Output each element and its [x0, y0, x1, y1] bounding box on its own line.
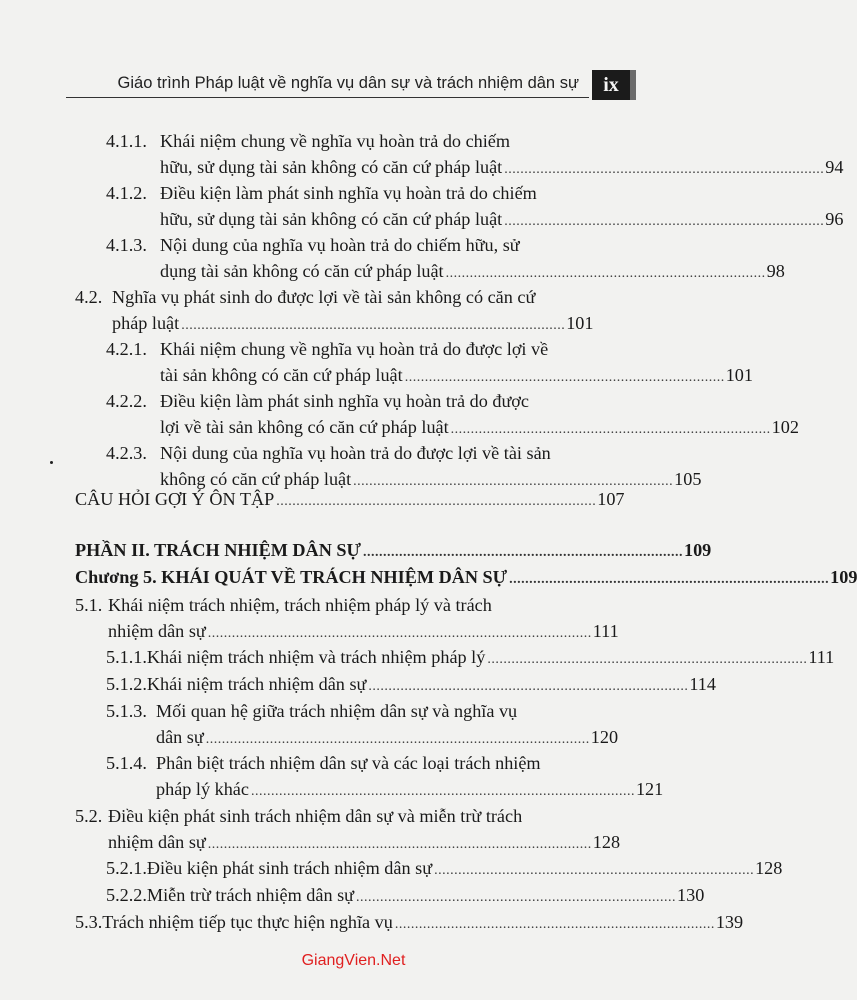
toc-entry-title-cont: hữu, sử dụng tài sản không có căn cứ pháp luật	[160, 157, 503, 177]
toc-entry-page: 120	[590, 727, 619, 747]
toc-entry-4-1-1[interactable]	[106, 128, 844, 183]
leader-dots: ................................................................................	[504, 214, 825, 229]
toc-entry-page: 109	[683, 540, 712, 560]
toc-entry-title: Điều kiện làm phát sinh nghĩa vụ hoàn trả do được	[160, 391, 529, 411]
leader-dots: ................................................................................	[434, 863, 755, 878]
leader-dots: ................................................................................	[450, 422, 771, 437]
toc-entry-5-1-1[interactable]	[106, 644, 835, 673]
leader-dots: ................................................................................	[404, 370, 725, 385]
leader-dots: ................................................................................	[353, 474, 674, 489]
leader-dots: ................................................................................................	[250, 784, 635, 799]
toc-entry-page: 111	[592, 621, 619, 641]
toc-entry-title: Mối quan hệ giữa trách nhiệm dân sự và nghĩa vụ	[156, 701, 518, 721]
toc-entry-page: 94	[825, 157, 844, 177]
toc-entry-number: 4.2.3.	[106, 443, 147, 463]
toc-entry-number: 4.2.2.	[106, 391, 147, 411]
toc-entry-page: 109	[830, 567, 857, 587]
toc-entry-title: Trách nhiệm tiếp tục thực hiện nghĩa vụ	[102, 912, 393, 932]
toc-entry-title: Điều kiện làm phát sinh nghĩa vụ hoàn trả do chiếm	[160, 183, 537, 203]
toc-entry-title: Điều kiện phát sinh trách nhiệm dân sự và miễn trừ trách	[108, 806, 523, 826]
toc-entry-number: 5.1.2.	[106, 674, 147, 694]
toc-entry-title-cont: dụng tài sản không có căn cứ pháp luật	[160, 261, 444, 281]
leader-dots: ................................................................................................	[181, 318, 566, 333]
toc-entry-page: 107	[597, 489, 625, 509]
toc-entry-title-cont: dân sự	[156, 727, 204, 747]
watermark-text: GiangVien.Net	[301, 952, 406, 969]
toc-entry-page: 121	[635, 779, 664, 799]
toc-entry-number: 5.1.	[75, 595, 103, 615]
toc-entry-page: 114	[689, 674, 716, 694]
toc-entry-number: 5.2.2.	[106, 885, 147, 905]
toc-entry-page: 128	[592, 832, 621, 852]
toc-entry-title-cont: lợi về tài sản không có căn cứ pháp luật	[160, 417, 449, 437]
toc-entry-title-cont: không có căn cứ pháp luật	[160, 469, 352, 489]
leader-dots: ................................................................................	[509, 572, 830, 587]
toc-entry-5-3[interactable]	[75, 909, 744, 938]
toc-entry-page: 102	[771, 417, 799, 437]
toc-entry-title: Khái niệm trách nhiệm, trách nhiệm pháp lý và trách	[108, 595, 492, 615]
toc-entry-5-1-3[interactable]	[106, 698, 619, 753]
toc-entry-page: 96	[825, 209, 844, 229]
toc-entry-number: 5.2.	[75, 806, 103, 826]
toc-entry-page: 130	[677, 885, 705, 905]
toc-entry-title-cont: pháp luật	[112, 313, 180, 333]
toc-entry-4-2-2[interactable]	[106, 388, 799, 443]
toc-entry-5-1[interactable]	[75, 592, 619, 647]
toc-entry-page: 98	[766, 261, 785, 281]
toc-entry-review-questions[interactable]	[75, 486, 625, 515]
toc-entry-4-2-1[interactable]	[106, 336, 753, 391]
toc-entry-title: Chương 5. KHÁI QUÁT VỀ TRÁCH NHIỆM DÂN SỰ	[75, 567, 508, 587]
toc-entry-page: 139	[715, 912, 744, 932]
toc-entry-5-2-1[interactable]	[106, 855, 783, 884]
leader-dots: ................................................................................	[276, 494, 597, 509]
toc-entry-title: Khái niệm trách nhiệm và trách nhiệm pháp lý	[146, 647, 486, 667]
toc-entry-title: PHẦN II. TRÁCH NHIỆM DÂN SỰ	[75, 540, 361, 560]
leader-dots: ................................................................................	[362, 545, 683, 560]
leader-dots: ................................................................................	[368, 679, 689, 694]
toc-entry-title-cont: hữu, sử dụng tài sản không có căn cứ pháp luật	[160, 209, 503, 229]
toc-entry-number: 4.1.2.	[106, 183, 147, 203]
toc-entry-title: Nội dung của nghĩa vụ hoàn trả do được lợi về tài sản	[160, 443, 551, 463]
leader-dots: ................................................................................	[356, 890, 677, 905]
toc-entry-chapter-5[interactable]	[75, 564, 857, 593]
toc-entry-5-1-2[interactable]	[106, 671, 716, 700]
page-number-badge: ix	[592, 70, 630, 100]
toc-entry-title: Khái niệm trách nhiệm dân sự	[146, 674, 367, 694]
toc-entry-title: Phân biệt trách nhiệm dân sự và các loại trách nhiệm	[156, 753, 541, 773]
toc-entry-part-2[interactable]	[75, 537, 712, 566]
toc-entry-5-2-2[interactable]	[106, 882, 705, 911]
toc-entry-title-cont: pháp lý khác	[156, 779, 249, 799]
toc-entry-number: 5.1.3.	[106, 701, 147, 721]
toc-entry-title-cont: nhiệm dân sự	[108, 832, 206, 852]
toc-entry-title: Khái niệm chung về nghĩa vụ hoàn trả do chiếm	[160, 131, 511, 151]
toc-entry-4-1-3[interactable]	[106, 232, 785, 287]
toc-entry-5-1-4[interactable]	[106, 750, 664, 805]
toc-entry-page: 101	[566, 313, 594, 333]
toc-entry-number: 5.3.	[75, 912, 103, 932]
toc-entry-title: CÂU HỎI GỢI Ý ÔN TẬP	[75, 489, 275, 509]
toc-entry-page: 128	[755, 858, 783, 878]
leader-dots: ................................................................................................	[205, 732, 590, 747]
toc-entry-number: 5.2.1.	[106, 858, 147, 878]
leader-dots: ................................................................................................	[207, 837, 592, 852]
toc-entry-4-1-2[interactable]	[106, 180, 844, 235]
toc-entry-title: Khái niệm chung về nghĩa vụ hoàn trả do được lợi về	[160, 339, 549, 359]
toc-entry-number: 5.1.4.	[106, 753, 147, 773]
toc-entry-number: 4.2.1.	[106, 339, 147, 359]
toc-entry-page: 105	[674, 469, 702, 489]
toc-entry-number: 5.1.1.	[106, 647, 147, 667]
leader-dots: ................................................................................	[487, 652, 808, 667]
toc-entry-title: Điều kiện phát sinh trách nhiệm dân sự	[146, 858, 433, 878]
leader-dots: ................................................................................	[394, 917, 715, 932]
toc-entry-5-2[interactable]	[75, 803, 621, 858]
leader-dots: ................................................................................	[504, 162, 825, 177]
toc-entry-number: 4.1.1.	[106, 131, 147, 151]
toc-entry-page: 111	[808, 647, 835, 667]
toc-entry-title: Miễn trừ trách nhiệm dân sự	[146, 885, 355, 905]
toc-entry-title-cont: nhiệm dân sự	[108, 621, 206, 641]
leader-dots: ................................................................................................	[207, 626, 592, 641]
toc-entry-4-2[interactable]	[75, 284, 594, 339]
toc-entry-number: 4.2.	[75, 287, 103, 307]
toc-entry-title: Nội dung của nghĩa vụ hoàn trả do chiếm hữu, sử	[160, 235, 520, 255]
toc-entry-title-cont: tài sản không có căn cứ pháp luật	[160, 365, 403, 385]
toc-entry-title: Nghĩa vụ phát sinh do được lợi về tài sản không có căn cứ	[112, 287, 536, 307]
leader-dots: ................................................................................	[445, 266, 766, 281]
toc-entry-page: 101	[725, 365, 753, 385]
header-title: Giáo trình Pháp luật về nghĩa vụ dân sự và trách nhiệm dân sự	[117, 74, 579, 92]
toc-entry-number: 4.1.3.	[106, 235, 147, 255]
